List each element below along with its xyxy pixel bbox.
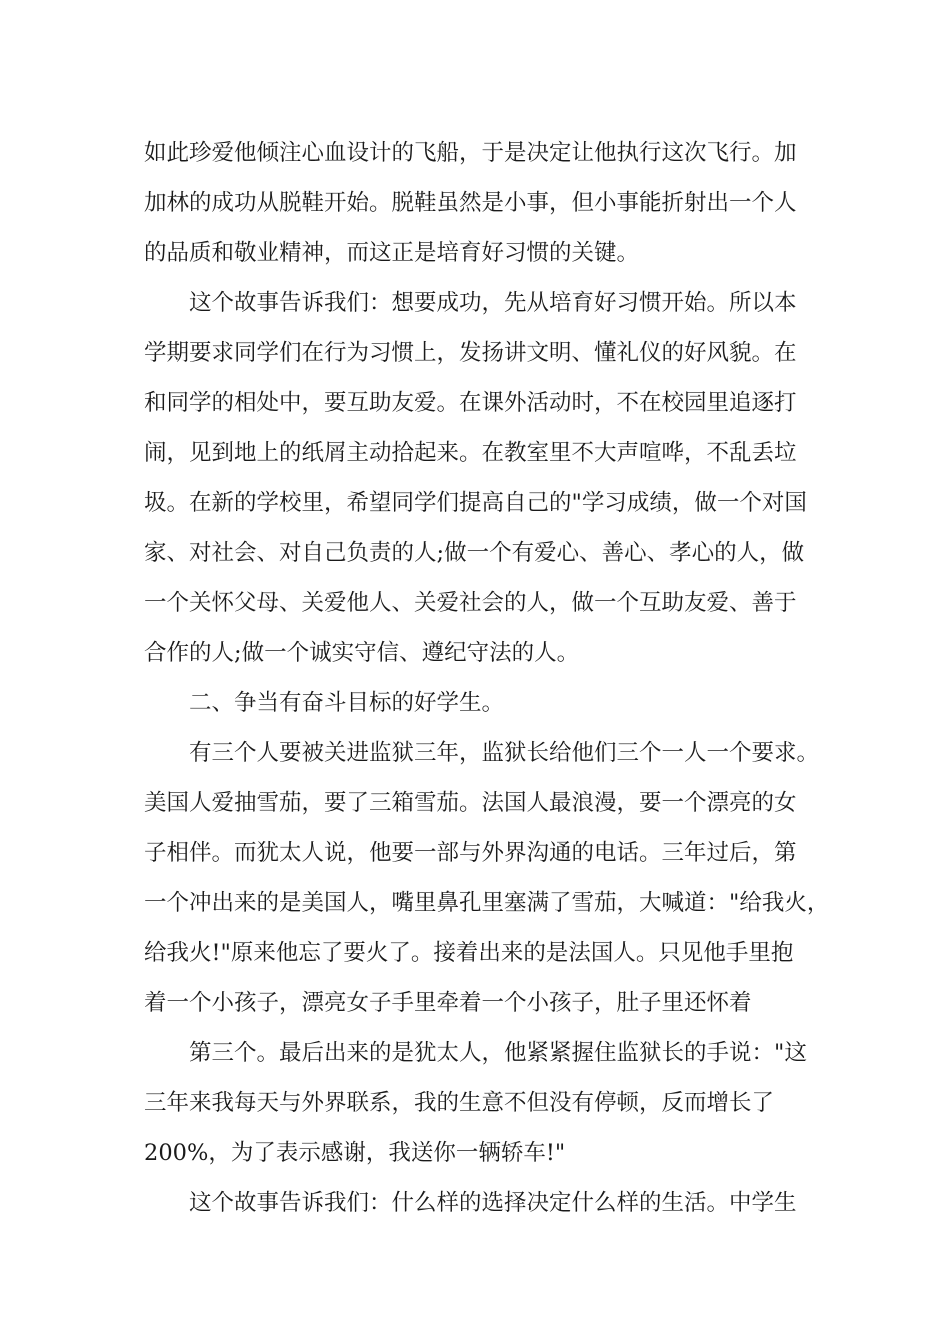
text-line: 的品质和敬业精神，而这正是培育好习惯的关键。 <box>144 240 640 266</box>
text-line: 给我火!"原来他忘了要火了。接着出来的是法国人。只见他手里抱 <box>144 940 794 966</box>
text-line: 家、对社会、对自己负责的人;做一个有爱心、善心、孝心的人，做 <box>144 540 805 566</box>
text-line: 子相伴。而犹太人说，他要一部与外界沟通的电话。三年过后，第 <box>144 840 797 866</box>
text-line: 加林的成功从脱鞋开始。脱鞋虽然是小事，但小事能折射出一个人 <box>144 190 797 216</box>
text-line: 圾。在新的学校里，希望同学们提高自己的"学习成绩，做一个对国 <box>144 490 807 516</box>
text-line: 合作的人;做一个诚实守信、遵纪守法的人。 <box>144 640 580 666</box>
document-body <box>144 128 834 1228</box>
text-line: 第三个。最后出来的是犹太人，他紧紧握住监狱长的手说："这 <box>189 1040 807 1066</box>
text-line: 三年来我每天与外界联系，我的生意不但没有停顿，反而增长了 <box>144 1090 775 1116</box>
text-line: 着一个小孩子，漂亮女子手里牵着一个小孩子，肚子里还怀着 <box>144 990 752 1016</box>
text-line: 学期要求同学们在行为习惯上，发扬讲文明、懂礼仪的好风貌。在 <box>144 340 797 366</box>
text-line: 这个故事告诉我们：什么样的选择决定什么样的生活。中学生 <box>189 1190 797 1216</box>
text-line: 美国人爱抽雪茄，要了三箱雪茄。法国人最浪漫，要一个漂亮的女 <box>144 790 797 816</box>
text-line: 这个故事告诉我们：想要成功，先从培育好习惯开始。所以本 <box>189 290 797 316</box>
text-line: 有三个人要被关进监狱三年，监狱长给他们三个一人一个要求。 <box>189 740 820 766</box>
text-line: 一个冲出来的是美国人，嘴里鼻孔里塞满了雪茄，大喊道："给我火， <box>144 890 830 916</box>
text-line: 如此珍爱他倾注心血设计的飞船，于是决定让他执行这次飞行。加 <box>144 140 797 166</box>
text-line: 一个关怀父母、关爱他人、关爱社会的人，做一个互助友爱、善于 <box>144 590 797 616</box>
text-line: 和同学的相处中，要互助友爱。在课外活动时，不在校园里追逐打 <box>144 390 797 416</box>
text-line: 闹，见到地上的纸屑主动拾起来。在教室里不大声喧哗，不乱丢垃 <box>144 440 797 466</box>
text-line: 二、争当有奋斗目标的好学生。 <box>189 690 505 716</box>
text-line: 200%，为了表示感谢，我送你一辆轿车!" <box>144 1140 566 1166</box>
